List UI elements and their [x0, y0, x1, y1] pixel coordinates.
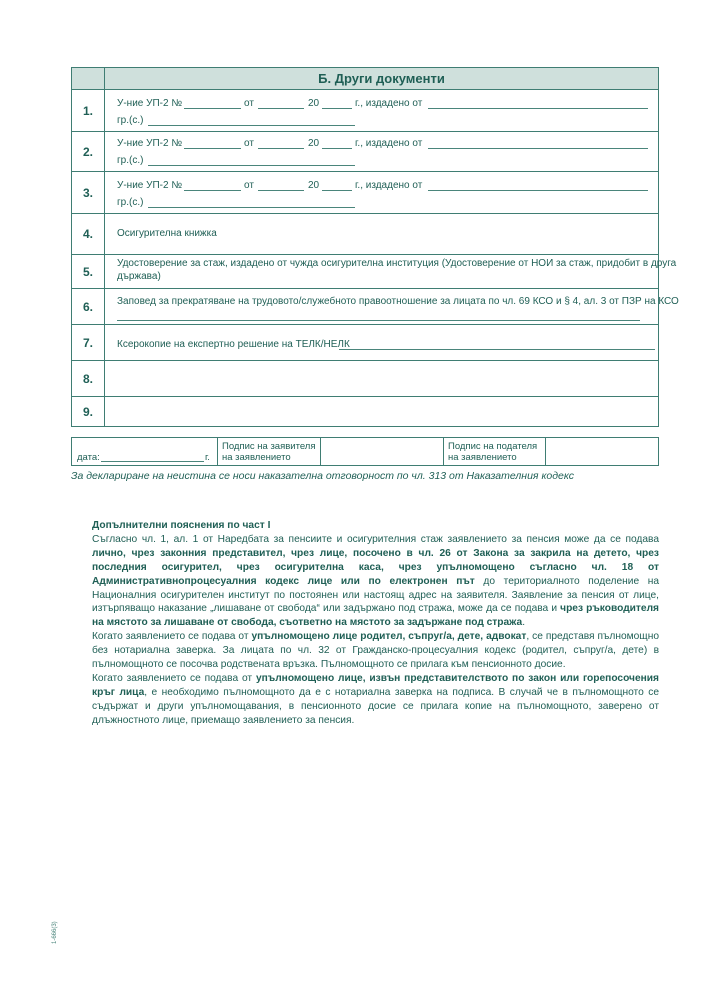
up2-label: У-ние УП-2 №	[117, 180, 183, 191]
date-field[interactable]	[258, 148, 304, 149]
up2-label: У-ние УП-2 №	[117, 138, 183, 149]
year-field[interactable]	[322, 148, 352, 149]
up2-label: У-ние УП-2 №	[117, 98, 183, 109]
submitter-signature-field[interactable]	[546, 438, 658, 465]
table-row	[72, 288, 679, 324]
table-row	[72, 171, 658, 213]
year-prefix: 20	[308, 180, 320, 191]
row-number: 3.	[72, 172, 105, 213]
year-prefix: 20	[308, 98, 320, 109]
up2-number-field[interactable]	[184, 108, 241, 109]
issued-by-label: г., издадено от	[355, 180, 423, 191]
applicant-signature-label: Подпис на заявителя	[222, 441, 316, 452]
from-label: от	[244, 98, 254, 109]
signature-table	[71, 437, 659, 466]
table-row	[72, 396, 658, 426]
telk-copy-field[interactable]	[339, 349, 655, 350]
applicant-signature-label-cell	[218, 438, 321, 465]
notes-paragraph-2: Когато заявлението се подава от упълномощено лице родител, съпруг/а, дете, адвокат, се представя пълномощно без нотариална заверка. За лицата по чл. 32 от Гражданско-процесуалния кодекс (родител, съпруг/а, дете) в пълномощното се посочва родствената връзка. Пълномощното се прилага към пенсионното досие.	[92, 631, 659, 671]
up2-number-field[interactable]	[184, 148, 241, 149]
termination-order-label: Заповед за прекратяване на трудовото/служебното правоотношение за лицата по чл. 69 КСО и § 4, ал. 3 от ПЗР на КСО	[117, 296, 679, 307]
notes-paragraph-1: Съгласно чл. 1, ал. 1 от Наредбата за пенсиите и осигурителния стаж заявлението за пенсия може да се подава лично, чрез законния представител, чрез лице, посочено в чл. 26 от Закона за закрила на детето, чрез последния осигурител, чрез осигурителна каса, чрез упълномощено съгласно чл. 18 от Административнопроцесуалния кодекс лице или по електронен път до териториалното поделение на Националния осигурителен институт по постоянен или настоящ адрес на заявителя. Заявление за пенсия от лице, изтърпяващо наказание „лишаване от свобода“ или задържано под стража, може да се подава и чрез ръководителя на мястото за лишаване от свобода, съответно на мястото за задържане под стража.	[92, 533, 660, 629]
additional-notes	[92, 519, 659, 728]
table-row	[72, 213, 658, 254]
table-row	[72, 324, 658, 360]
applicant-signature-label-cont: на заявлението	[222, 452, 291, 463]
city-field[interactable]	[148, 207, 355, 208]
year-field[interactable]	[322, 190, 352, 191]
foreign-service-cert-label-cont: държава)	[117, 271, 161, 282]
form-code: 1-666(3)	[52, 921, 58, 944]
year-suffix: г.	[205, 452, 210, 463]
header-number-cell	[72, 68, 105, 89]
section-title: Б. Други документи	[105, 68, 658, 89]
up2-number-field[interactable]	[184, 190, 241, 191]
from-label: от	[244, 138, 254, 149]
termination-order-field[interactable]	[117, 320, 640, 321]
row-number: 1.	[72, 90, 105, 131]
notes-paragraph-3: Когато заявлението се подава от упълномощено лице, извън представителството по закон или горепосочения кръг лица, е необходимо пълномощното да е с нотариална заверка на подписа. В случай че в пълномощното се съдържат и други упълномощавания, в пенсионното досие се прилага копие на пълномощното, заверено от длъжностното лице, приемащо заявлението за пенсия.	[92, 672, 659, 726]
submitter-signature-label: Подпис на подателя	[448, 441, 538, 452]
table-row	[72, 131, 658, 171]
year-prefix: 20	[308, 138, 320, 149]
row-number: 9.	[72, 397, 105, 426]
applicant-signature-field[interactable]	[321, 438, 444, 465]
city-label: гр.(с.)	[117, 155, 144, 166]
row-number: 6.	[72, 289, 105, 324]
submitter-signature-label-cell	[444, 438, 546, 465]
insurance-book-label: Осигурителна книжка	[117, 228, 217, 239]
notes-title: Допълнителни пояснения по част I	[92, 520, 271, 531]
submitter-signature-label-cont: на заявлението	[448, 452, 517, 463]
issued-by-field[interactable]	[428, 148, 648, 149]
year-field[interactable]	[322, 108, 352, 109]
signature-date-field[interactable]	[101, 461, 204, 462]
row-number: 5.	[72, 255, 105, 288]
other-documents-table	[71, 67, 679, 427]
issued-by-field[interactable]	[428, 190, 648, 191]
issued-by-label: г., издадено от	[355, 98, 423, 109]
table-row	[72, 360, 658, 396]
date-cell	[72, 438, 218, 465]
row-number: 4.	[72, 214, 105, 254]
row-number: 2.	[72, 132, 105, 171]
row-number: 7.	[72, 325, 105, 360]
city-field[interactable]	[148, 125, 355, 126]
date-field[interactable]	[258, 190, 304, 191]
foreign-service-cert-label: Удостоверение за стаж, издадено от чужда осигурителна институция (Удостоверение от НОИ за стаж, придобит в друга	[117, 258, 677, 269]
row-number: 8.	[72, 361, 105, 396]
city-field[interactable]	[148, 165, 355, 166]
table-row	[72, 89, 658, 131]
date-label: дата:	[77, 452, 100, 463]
city-label: гр.(с.)	[117, 197, 144, 208]
telk-copy-label: Ксерокопие на експертно решение на ТЕЛК/НЕЛК	[117, 339, 350, 350]
date-field[interactable]	[258, 108, 304, 109]
city-label: гр.(с.)	[117, 115, 144, 126]
table-row	[72, 254, 677, 288]
false-declaration-warning: За деклариране на неистина се носи наказателна отговорност по чл. 313 от Наказателния кодекс	[71, 470, 574, 482]
issued-by-label: г., издадено от	[355, 138, 423, 149]
issued-by-field[interactable]	[428, 108, 648, 109]
from-label: от	[244, 180, 254, 191]
